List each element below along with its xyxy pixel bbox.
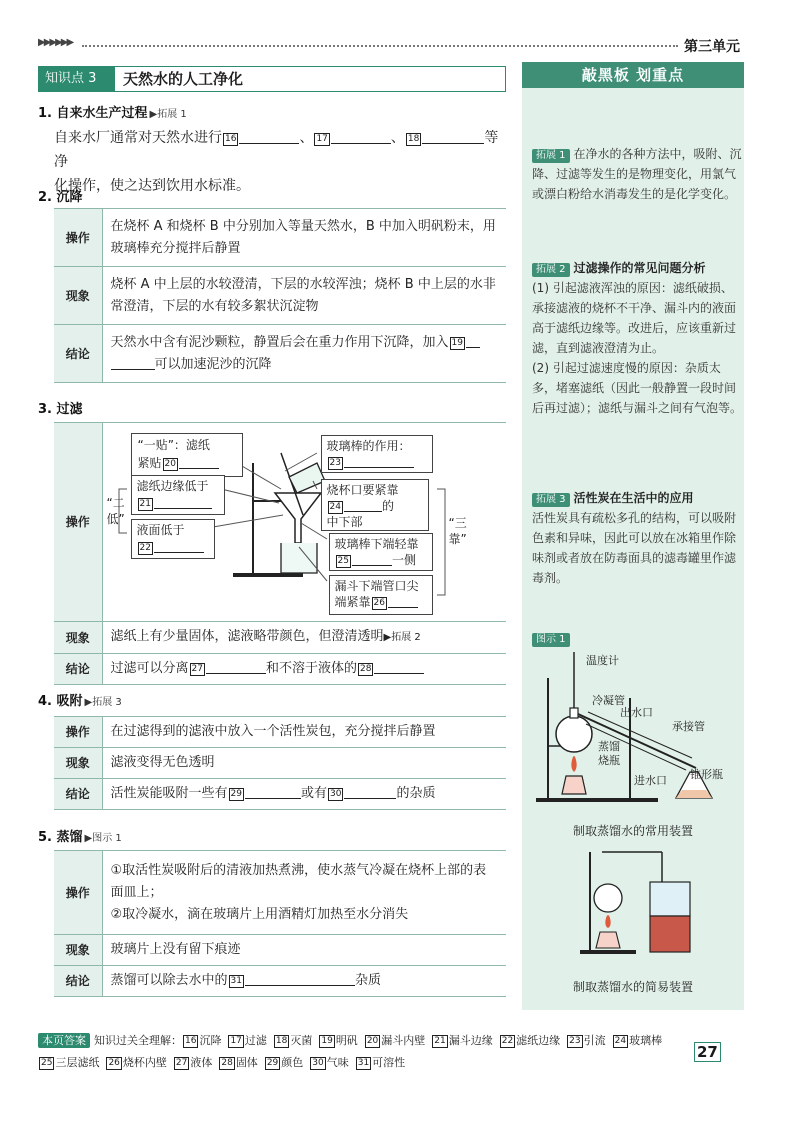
- blank-21[interactable]: [154, 496, 212, 509]
- label-thermometer: 温度计: [586, 654, 619, 667]
- blank-30[interactable]: [344, 783, 396, 799]
- s5-conclusion-b: 杂质: [354, 973, 381, 988]
- answer-item: [612, 1034, 662, 1047]
- row-value: 玻璃片上没有留下痕迹: [102, 935, 506, 966]
- answer-item: [38, 1056, 99, 1069]
- s3-conclusion-a: 过滤可以分离: [110, 661, 189, 676]
- s4-conclusion-b: 或有: [300, 786, 327, 801]
- s3-phenomenon-text: 滤纸上有少量固体，滤液略带颜色，但澄清透明: [110, 629, 384, 644]
- answer-number: 19: [321, 1036, 333, 1046]
- sidebar-ext-1: [532, 144, 742, 204]
- answer-text: 沉降: [199, 1034, 222, 1047]
- answer-number: 21: [434, 1036, 446, 1046]
- figure-1-tag: 图示 1: [532, 633, 570, 647]
- answer-number: 28: [221, 1058, 233, 1068]
- answer-number: 27: [175, 1058, 188, 1068]
- one-fit-box: [131, 433, 243, 477]
- table-row: [54, 935, 506, 966]
- lean-2-box: [329, 533, 433, 571]
- caption-2: 制取蒸馏水的简易装置: [572, 980, 693, 994]
- lean-3-box: [329, 575, 433, 615]
- s5-op-step-1: ①取活性炭吸附后的清液加热煮沸，使水蒸气冷凝在烧杯上部的表面皿上；: [110, 862, 487, 900]
- blank-number-18: 18: [407, 134, 420, 144]
- section-1-ext-link[interactable]: ▶拓展 1: [149, 109, 187, 120]
- sidebar-header: 敲黑板 划重点: [522, 62, 744, 88]
- s3-conclusion-b: 和不溶于液体的: [265, 661, 357, 676]
- row-label: 操作: [54, 717, 102, 748]
- blank-17[interactable]: [331, 128, 391, 144]
- answer-text: 漏斗边缘: [448, 1034, 493, 1047]
- two-low-2-text: 液面低于: [136, 523, 185, 537]
- answer-item: [227, 1034, 266, 1047]
- row-value: 烧杯 A 中上层的水较澄清，下层的水较浑浊；烧杯 B 中上层的水非常澄清，下层的水有较多絮状沉淀物: [102, 267, 506, 325]
- two-low-1-text: 滤纸边缘低于: [136, 479, 209, 493]
- blank-27[interactable]: [206, 658, 266, 674]
- answer-item: [318, 1034, 357, 1047]
- caption-1: 制取蒸馏水的常用装置: [572, 824, 693, 838]
- lean-1-box: [321, 479, 429, 531]
- row-label: 结论: [54, 654, 102, 685]
- row-label: 结论: [54, 966, 102, 997]
- answer-text: 颜色: [281, 1056, 304, 1069]
- blank-number-27: 27: [191, 664, 203, 674]
- s1-text-c: 化操作，使之达到饮用水标准。: [54, 178, 250, 194]
- row-value: [102, 622, 506, 654]
- blank-number-17: 17: [316, 134, 328, 144]
- ext-2-tag: 拓展 2: [532, 263, 570, 277]
- blank-number-31: 31: [230, 976, 242, 986]
- table-row: [54, 779, 506, 810]
- two-low-label: “二低”: [106, 496, 125, 526]
- lean-1-text-c: 中下部: [326, 515, 363, 529]
- dotted-divider: [82, 45, 678, 47]
- answer-text: 液体: [190, 1056, 213, 1069]
- label-flask-2: 烧瓶: [598, 754, 620, 767]
- page-number: 27: [694, 1042, 721, 1062]
- answer-item: [105, 1056, 166, 1069]
- label-conical-flask: 锥形瓶: [690, 768, 723, 781]
- table-row: [54, 654, 506, 685]
- sidebar-panel: [522, 62, 744, 1010]
- table-row: [54, 209, 506, 267]
- answer-number: 23: [569, 1036, 581, 1046]
- answer-text: 玻璃棒: [629, 1034, 663, 1047]
- answers-tag: 本页答案: [38, 1033, 90, 1048]
- blank-number-19: 19: [451, 337, 463, 348]
- blank-20[interactable]: [179, 456, 219, 469]
- blank-28[interactable]: [374, 658, 424, 674]
- answer-number: 18: [275, 1036, 288, 1046]
- answer-item: [499, 1034, 560, 1047]
- ext-1-tag: 拓展 1: [532, 149, 570, 163]
- knowledge-point-title: 天然水的人工净化: [123, 70, 244, 88]
- answer-text: 三层滤纸: [55, 1056, 100, 1069]
- blank-number-22: 22: [139, 543, 151, 553]
- row-value: 在过滤得到的滤液中放入一个活性炭包，充分搅拌后静置: [102, 717, 506, 748]
- s4-conclusion-c: 的杂质: [396, 786, 436, 801]
- blank-22[interactable]: [154, 540, 204, 553]
- lean-3-text: 漏斗下端管口尖: [334, 579, 419, 593]
- distillation-table: [54, 850, 506, 997]
- answer-item: [173, 1056, 212, 1069]
- sidebar-ext-3: [532, 488, 742, 588]
- lean-2-text-b: 一侧: [391, 553, 416, 567]
- ext-2-para-1: (1) 引起滤液浑浊的原因：滤纸破损、承接滤液的烧杯不干净、漏斗内的液面高于滤纸边缘等。改进后，应该重新过滤，直到滤液澄清为止。: [532, 281, 737, 355]
- blank-number-30: 30: [329, 789, 342, 799]
- filtration-diagram-cell: [102, 423, 506, 622]
- row-value: [102, 654, 506, 685]
- ext-3-tag: 拓展 3: [532, 493, 570, 507]
- section-3-title: 3. 过滤: [38, 402, 83, 417]
- ext-3-title: 活性炭在生活中的应用: [573, 491, 694, 505]
- row-value: [102, 325, 506, 383]
- answer-text: 灭菌: [290, 1034, 313, 1047]
- answer-text: 漏斗内壁: [381, 1034, 426, 1047]
- table-row: [54, 622, 506, 654]
- answer-item: [309, 1056, 348, 1069]
- filtration-diagram: [103, 423, 505, 621]
- row-label: 现象: [54, 622, 102, 654]
- blank-number-29: 29: [230, 789, 242, 799]
- row-label: 操作: [54, 851, 102, 935]
- unit-title: 第三单元: [684, 39, 740, 55]
- section-5-title: [38, 826, 122, 845]
- two-low-box-1: [131, 475, 225, 515]
- blank-number-23: 23: [329, 458, 341, 468]
- row-label: 结论: [54, 325, 102, 383]
- sidebar-fig-1-tag-row: [532, 628, 742, 648]
- section-1-heading: 1. 自来水生产过程: [38, 106, 148, 121]
- section-5-heading: 5. 蒸馏: [38, 830, 83, 845]
- table-row: [54, 966, 506, 997]
- s1-sep-1: 、: [299, 130, 314, 146]
- answer-number: 26: [108, 1058, 120, 1068]
- knowledge-point-bar: [38, 66, 506, 92]
- answer-text: 引流: [583, 1034, 606, 1047]
- lean-2-text: 玻璃棒下端轻靠: [334, 537, 419, 551]
- answer-text: 固体: [235, 1056, 258, 1069]
- blank-number-20: 20: [164, 459, 176, 469]
- row-value: [102, 966, 506, 997]
- row-value: 在烧杯 A 和烧杯 B 中分别加入等量天然水，B 中加入明矾粉末，用玻璃棒充分搅拌后静置: [102, 209, 506, 267]
- s1-text-a: 自来水厂通常对天然水进行: [54, 130, 222, 146]
- s2-conclusion-b: 可以加速泥沙的沉降: [154, 356, 272, 372]
- one-fit-label: “一贴”：滤纸: [137, 438, 210, 452]
- section-5-ext-link[interactable]: ▶图示 1: [84, 833, 122, 844]
- sidebar-ext-2: [532, 258, 742, 418]
- table-row: [54, 267, 506, 325]
- section-1-paragraph: [54, 126, 504, 198]
- answer-text: 滤纸边缘: [516, 1034, 561, 1047]
- three-lean-label: “三靠”: [448, 516, 467, 546]
- answer-item: [355, 1056, 405, 1069]
- answer-text: 烧杯内壁: [122, 1056, 167, 1069]
- s1-sep-2: 、: [390, 130, 405, 146]
- s2-conclusion-a: 天然水中含有泥沙颗粒，静置后会在重力作用下沉降，加入: [110, 334, 449, 350]
- blank-24[interactable]: [344, 499, 382, 512]
- adsorption-table: [54, 716, 506, 810]
- distillation-apparatus-svg: [526, 648, 740, 808]
- ext-2-title: 过滤操作的常见问题分析: [573, 261, 706, 275]
- answer-text: 过滤: [244, 1034, 267, 1047]
- answer-text: 可溶性: [372, 1056, 406, 1069]
- blank-31[interactable]: [245, 970, 355, 986]
- answers-bar: [38, 1030, 678, 1074]
- ext-1-text: 在净水的各种方法中，吸附、沉降、过滤等发生的是物理变化，用氯气或漂白粉给水消毒发生的是化学变化。: [532, 147, 742, 201]
- label-condenser: 冷凝管: [592, 694, 625, 707]
- lean-1-text-b: 的: [381, 499, 394, 513]
- label-water-in: 进水口: [634, 774, 667, 787]
- one-fit-blank-line: [138, 454, 236, 472]
- answer-number: 29: [266, 1058, 279, 1068]
- one-fit-text: 紧贴: [137, 456, 162, 470]
- answer-text: 气味: [326, 1056, 349, 1069]
- row-label: 操作: [54, 209, 102, 267]
- row-value: [102, 779, 506, 810]
- blank-16[interactable]: [239, 128, 299, 144]
- answer-number: 31: [357, 1058, 370, 1068]
- table-row: [54, 423, 506, 622]
- blank-29[interactable]: [245, 783, 301, 799]
- answer-number: 22: [501, 1036, 514, 1046]
- answer-item: [431, 1034, 492, 1047]
- blank-number-16: 16: [225, 134, 237, 144]
- table-row: [54, 851, 506, 935]
- section-4-ext-link[interactable]: ▶拓展 3: [84, 697, 122, 708]
- table-row: [54, 748, 506, 779]
- answer-item: [264, 1056, 303, 1069]
- label-receiver: 承接管: [672, 720, 705, 733]
- row-label: 操作: [54, 423, 102, 622]
- blank-19-a[interactable]: [466, 332, 480, 348]
- s3-ext-link[interactable]: ▶拓展 2: [383, 632, 421, 643]
- rod-function-box: [321, 435, 433, 473]
- header-rule: [38, 37, 678, 50]
- page-number-badge: [694, 1040, 738, 1066]
- answer-item: [273, 1034, 312, 1047]
- answer-number: 25: [41, 1058, 53, 1068]
- section-4-title: [38, 690, 122, 709]
- answer-number: 24: [614, 1036, 627, 1046]
- blank-number-26: 26: [373, 598, 385, 608]
- answer-text: 明矾: [335, 1034, 358, 1047]
- lean-3-text-b: 端紧靠: [334, 595, 371, 609]
- answer-item: [566, 1034, 605, 1047]
- s4-conclusion-a: 活性炭能吸附一些有: [110, 786, 228, 801]
- blank-number-25: 25: [337, 556, 349, 566]
- label-flask-1: 蒸馏: [598, 740, 620, 753]
- table-row: [54, 717, 506, 748]
- table-row: [54, 325, 506, 383]
- answer-number: 16: [185, 1036, 197, 1046]
- s1-text-b: 等净: [54, 130, 499, 170]
- answer-number: 30: [312, 1058, 324, 1068]
- answer-item: [182, 1034, 221, 1047]
- two-low-box-2: [131, 519, 215, 559]
- blank-number-24: 24: [329, 502, 341, 512]
- row-label: 现象: [54, 267, 102, 325]
- answer-number: 17: [230, 1036, 242, 1046]
- blank-number-28: 28: [359, 664, 372, 674]
- s5-op-step-2: ②取冷凝水，滴在玻璃片上用酒精灯加热至水分消失: [110, 906, 409, 922]
- blank-25[interactable]: [352, 553, 392, 566]
- filtration-table: [54, 422, 506, 685]
- blank-19-b[interactable]: [111, 354, 155, 370]
- row-label: 现象: [54, 748, 102, 779]
- row-label: 结论: [54, 779, 102, 810]
- lean-1-text: 烧杯口要紧靠: [326, 483, 399, 497]
- blank-26[interactable]: [388, 595, 418, 608]
- section-1-title: [38, 102, 187, 121]
- section-2-title: 2. 沉降: [38, 190, 83, 205]
- ext-2-para-2: (2) 引起过滤速度慢的原因：杂质太多，堵塞滤纸（因此一般静置一段时间后再过滤）；滤纸与漏斗之间有气泡等。: [532, 361, 743, 415]
- answer-item: [218, 1056, 257, 1069]
- rod-function-text: 玻璃棒的作用：: [326, 439, 411, 453]
- answer-item: [364, 1034, 425, 1047]
- row-value: [102, 851, 506, 935]
- row-label: 现象: [54, 935, 102, 966]
- simple-distillation-svg: [572, 842, 702, 962]
- knowledge-point-tag: 知识点 3: [39, 67, 115, 91]
- s5-conclusion-a: 蒸馏可以除去水中的: [110, 973, 228, 988]
- section-4-heading: 4. 吸附: [38, 694, 83, 709]
- sedimentation-table: [54, 208, 506, 383]
- answer-number: 20: [366, 1036, 379, 1046]
- blank-23[interactable]: [344, 455, 414, 468]
- blank-number-21: 21: [139, 499, 151, 509]
- row-value: 滤液变得无色透明: [102, 748, 506, 779]
- answers-lead: 知识过关全理解：: [94, 1034, 182, 1047]
- arrow-icon: ▶▶▶▶▶▶: [38, 37, 73, 48]
- ext-3-text: 活性炭具有疏松多孔的结构，可以吸附色素和异味，因此可以放在冰箱里作除味剂或者放在防毒面具的滤毒罐里作滤毒剂。: [532, 511, 737, 585]
- blank-18[interactable]: [422, 128, 484, 144]
- label-water-out: 出水口: [620, 706, 653, 719]
